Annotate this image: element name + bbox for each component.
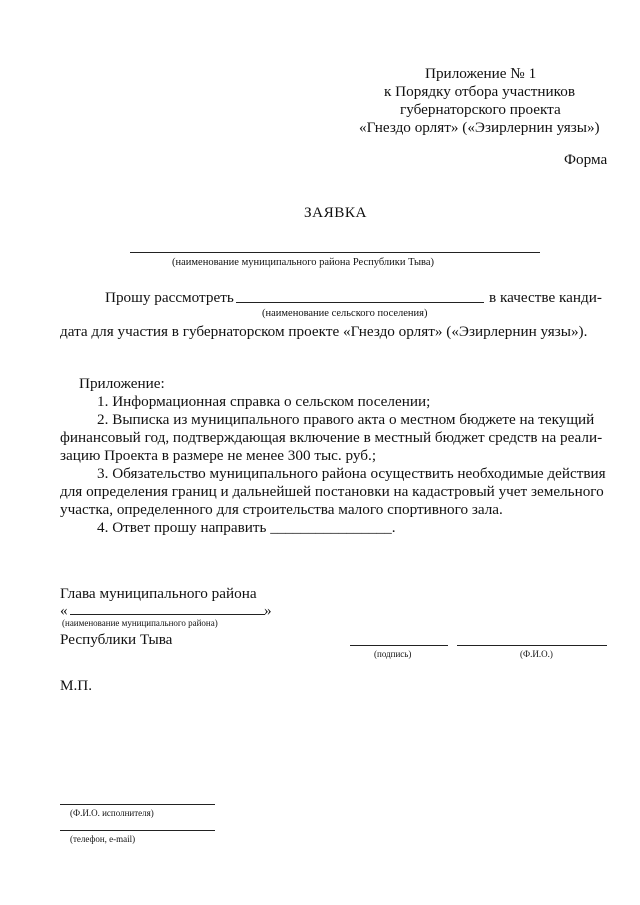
signatory-title: Глава муниципального района: [60, 585, 257, 602]
executor-contact-field[interactable]: [60, 830, 215, 831]
executor-contact-caption: (телефон, e-mail): [70, 834, 136, 844]
executor-name-field[interactable]: [60, 804, 215, 805]
settlement-name-field[interactable]: [236, 302, 484, 303]
full-name-field[interactable]: [457, 645, 607, 646]
quote-close: »: [264, 602, 272, 619]
appendix-item-4: 4. Ответ прошу направить ________________.: [97, 519, 396, 536]
request-start: Прошу рассмотреть: [105, 289, 234, 306]
signatory-district-field[interactable]: [70, 614, 265, 615]
form-label: Форма: [564, 151, 608, 168]
appendix-item-2-line-1: 2. Выписка из муниципального правого акта о местном бюджете на текущий: [97, 411, 595, 428]
appendix-item-3-line-3: участка, определенного для строительства малого спортивного зала.: [60, 501, 503, 518]
order-reference: к Порядку отбора участников: [384, 83, 576, 100]
appendix-item-1: 1. Информационная справка о сельском поселении;: [97, 393, 431, 410]
signature-caption: (подпись): [374, 649, 412, 659]
seal-place: М.П.: [60, 677, 93, 694]
appendix-number: Приложение № 1: [425, 65, 537, 82]
settlement-caption: (наименование сельского поселения): [262, 308, 428, 319]
request-end: в качестве канди-: [489, 289, 602, 306]
full-name-caption: (Ф.И.О.): [520, 649, 553, 659]
signature-field[interactable]: [350, 645, 448, 646]
district-name-field[interactable]: [130, 252, 540, 253]
executor-name-caption: (Ф.И.О. исполнителя): [70, 808, 154, 818]
district-caption: (наименование муниципального района Республики Тыва): [172, 257, 435, 268]
republic-label: Республики Тыва: [60, 631, 173, 648]
quote-open: «: [60, 602, 68, 619]
appendix-item-3-line-1: 3. Обязательство муниципального района осуществить необходимые действия: [97, 465, 606, 482]
page-title: ЗАЯВКА: [304, 204, 367, 221]
request-continuation: дата для участия в губернаторском проекте «Гнездо орлят» («Эзирлернин уязы»).: [60, 323, 588, 340]
appendix-heading: Приложение:: [79, 375, 165, 392]
signatory-district-caption: (наименование муниципального района): [62, 618, 218, 628]
project-type: губернаторского проекта: [400, 101, 561, 118]
appendix-item-2-line-2: финансовый год, подтверждающая включение в местный бюджет средств на реали-: [60, 429, 603, 446]
appendix-item-3-line-2: для определения границ и дальнейшей постановки на кадастровый учет земельного: [60, 483, 604, 500]
project-name: «Гнездо орлят» («Эзирлернин уязы»): [359, 119, 600, 136]
appendix-item-2-line-3: зацию Проекта в размере не менее 300 тыс. руб.;: [60, 447, 377, 464]
